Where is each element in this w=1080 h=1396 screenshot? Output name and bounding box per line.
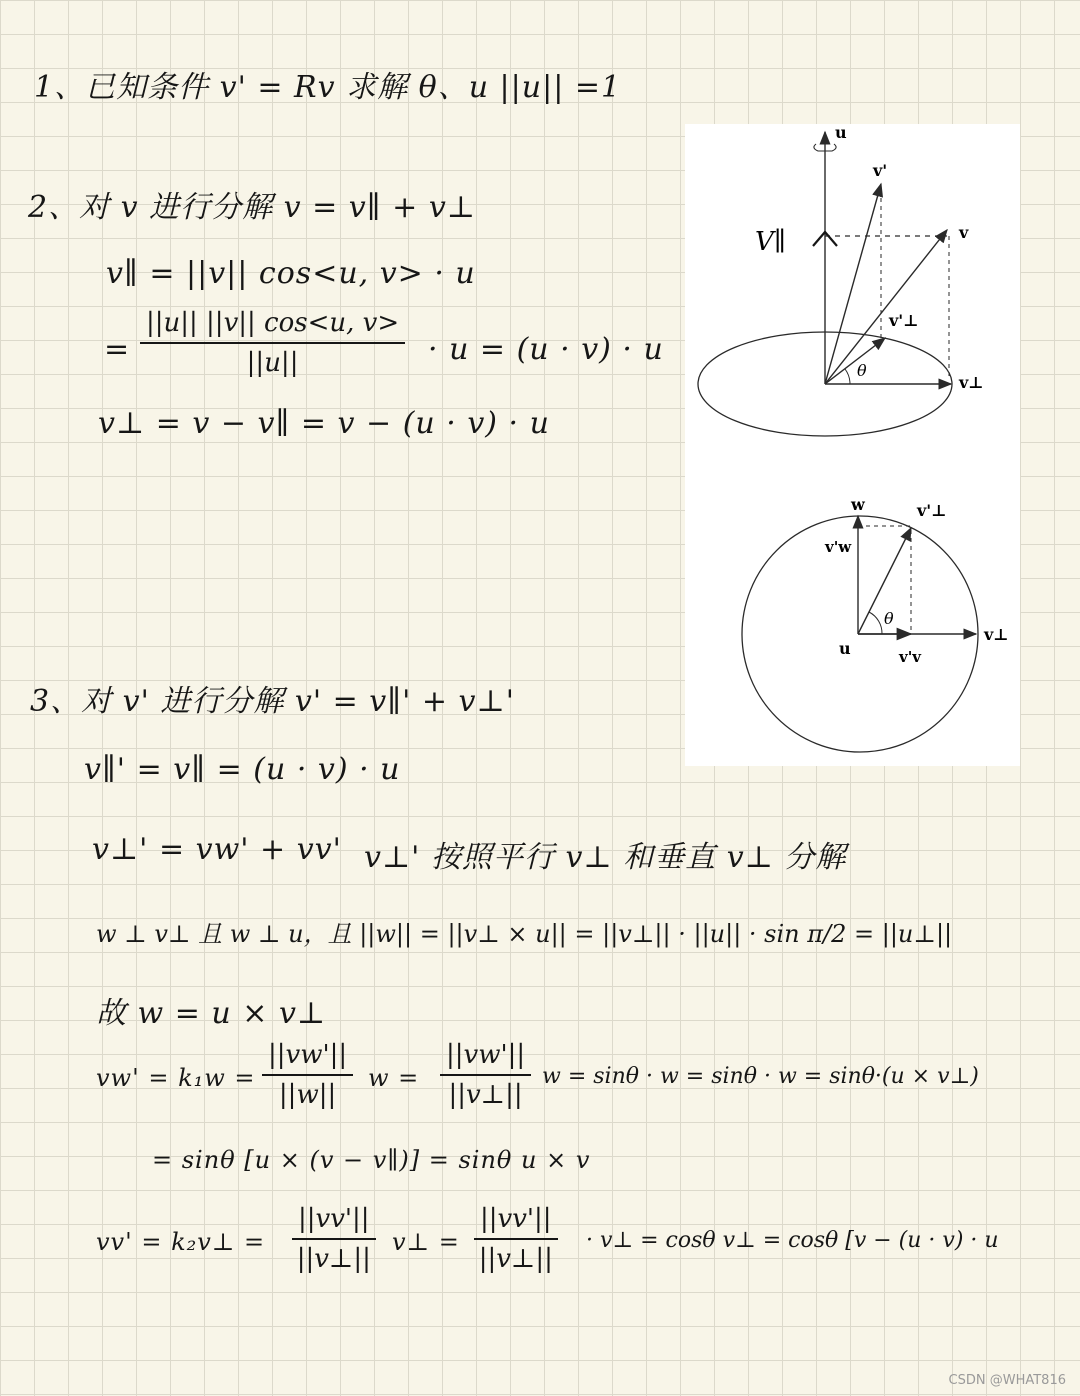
step2-vperp-line: v⊥ = v − v∥ = v − (u · v) · u xyxy=(98,406,550,441)
step3-vw-expand-line: = sinθ [u × (v − v∥)] = sinθ u × v xyxy=(152,1146,591,1174)
step3-vv-mid: v⊥ = xyxy=(392,1228,460,1256)
step3-vv-fraction1-numerator: ||vv'|| xyxy=(292,1204,376,1240)
label-v-perp-2d: v⊥ xyxy=(984,625,1009,644)
step3-vw-lhs: vw' = k₁w = xyxy=(96,1064,256,1092)
step1-line: 1、已知条件 v' = Rv 求解 θ、u ||u|| =1 xyxy=(34,70,622,105)
step3-vv-fraction1 xyxy=(292,1204,376,1274)
v-vector xyxy=(825,230,947,384)
step2-fraction-denominator: ||u|| xyxy=(246,348,299,378)
theta-arc-2d xyxy=(869,612,882,634)
step3-vpar-line: v∥' = v∥ = (u · v) · u xyxy=(84,752,401,787)
step3-decompose-line: v⊥' = vw' + vv' xyxy=(92,832,342,867)
step3-vw-fraction2-denominator: ||v⊥|| xyxy=(448,1080,523,1110)
rotation-plane-figure xyxy=(685,454,1020,766)
step2-fraction xyxy=(140,308,405,378)
step3-vv-rhs: · v⊥ = cosθ v⊥ = cosθ [v − (u · v) · u xyxy=(586,1228,999,1253)
rotation-3d-figure xyxy=(685,124,1020,454)
step2-fraction-numerator: ||u|| ||v|| cos<u, v> xyxy=(140,308,405,344)
label-theta-3d: θ xyxy=(857,361,867,380)
label-v-w-prime: v'w xyxy=(825,538,852,556)
step3-vw-mid: w = xyxy=(368,1064,420,1092)
step3-vv-fraction2-denominator: ||v⊥|| xyxy=(478,1244,553,1274)
theta-arc xyxy=(845,369,850,384)
watermark: CSDN @WHAT816 xyxy=(948,1373,1066,1388)
label-u-2d: u xyxy=(839,639,851,658)
label-theta-2d: θ xyxy=(884,609,894,628)
step3-vw-rhs: w = sinθ · w = sinθ · w = sinθ·(u × v⊥) xyxy=(542,1064,979,1089)
step3-vw-fraction1-denominator: ||w|| xyxy=(278,1080,337,1110)
label-w: w xyxy=(851,495,865,514)
step3-heading: 3、对 v' 进行分解 v' = v∥' + v⊥' xyxy=(30,684,515,719)
label-v-v-prime: v'v xyxy=(899,648,922,666)
step2-fraction-tail: · u = (u · v) · u xyxy=(428,332,664,367)
label-v-perp-prime-2d: v'⊥ xyxy=(917,501,947,520)
step3-vw-fraction2-numerator: ||vw'|| xyxy=(440,1040,531,1076)
step3-vv-fraction2-numerator: ||vv'|| xyxy=(474,1204,558,1240)
v-prime-vector xyxy=(825,184,881,384)
step3-w-def-line: 故 w = u × v⊥ xyxy=(96,996,327,1031)
step3-vw-fraction1-numerator: ||vw'|| xyxy=(262,1040,353,1076)
step2-equals: = xyxy=(104,332,131,367)
step2-vpar-line: v∥ = ||v|| cos<u, v> · u xyxy=(106,256,476,291)
label-v-prime: v' xyxy=(873,161,888,180)
label-v: v xyxy=(959,223,969,242)
step3-vv-fraction2 xyxy=(474,1204,558,1274)
step2-heading: 2、对 v 进行分解 v = v∥ + v⊥ xyxy=(28,190,476,225)
label-v-perp: v⊥ xyxy=(959,373,984,392)
label-u: u xyxy=(835,124,847,142)
step3-vv-lhs: vv' = k₂v⊥ = xyxy=(96,1228,266,1256)
figure-panel xyxy=(685,124,1020,766)
step3-vv-fraction1-denominator: ||v⊥|| xyxy=(296,1244,371,1274)
step3-w-perp-line: w ⊥ v⊥ 且 w ⊥ u，且 ||w|| = ||v⊥ × u|| = ||v⊥|| · ||u|| · sin π/2 = ||u⊥|| xyxy=(96,920,953,948)
step3-vw-fraction1 xyxy=(262,1040,353,1110)
step3-decompose-note: v⊥' 按照平行 v⊥ 和垂直 v⊥ 分解 xyxy=(364,840,847,875)
label-v-perp-prime: v'⊥ xyxy=(889,311,919,330)
v-perp-prime-vector xyxy=(825,338,885,384)
label-v-parallel: V∥ xyxy=(755,227,786,257)
step3-vw-fraction2 xyxy=(440,1040,531,1110)
